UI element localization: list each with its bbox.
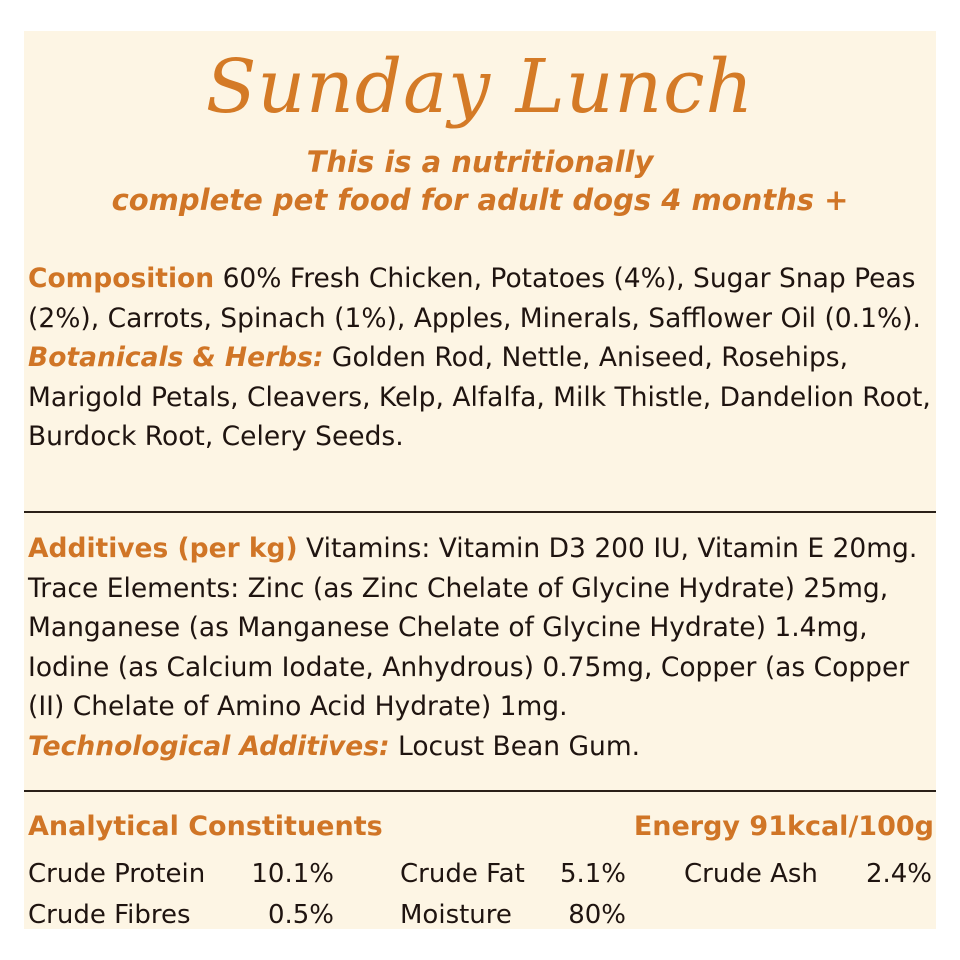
composition-section <box>28 259 932 457</box>
composition-text: 60% Fresh Chicken, Potatoes (4%), Sugar Snap Peas (2%), Carrots, Spinach (1%), Apples, Minerals, Safflower Oil (0.1%). <box>28 263 921 334</box>
subtitle-line-2: complete pet food for adult dogs 4 months + <box>111 183 849 217</box>
composition-heading: Composition <box>28 263 215 294</box>
constituent-label: Crude Fibres <box>28 900 191 930</box>
constituent-label: Moisture <box>400 900 512 930</box>
section-divider <box>24 790 936 792</box>
additives-text: Vitamins: Vitamin D3 200 IU, Vitamin E 20mg. Trace Elements: Zinc (as Zinc Chelate of Glycine Hydrate) 25mg, Manganese (as Manganese Chelate of Glycine Hydrate) 1.4mg, Iodine (as Calcium Iodate, Anhydrous) 0.75mg, Copper (as Copper (II) Chelate of Amino Acid Hydrate) 1mg. <box>28 533 918 722</box>
constituent-value: 10.1% <box>251 859 334 889</box>
botanicals-text: Golden Rod, Nettle, Aniseed, Rosehips, Marigold Petals, Cleavers, Kelp, Alfalfa, Milk Thistle, Dandelion Root, Burdock Root, Celery Seeds. <box>28 342 931 452</box>
constituent-value: 80% <box>568 900 626 930</box>
constituent-value: 5.1% <box>559 859 626 889</box>
botanicals-heading: Botanicals & Herbs: <box>28 342 324 373</box>
energy-value: Energy 91kcal/100g <box>633 811 934 842</box>
subtitle-line-1: This is a nutritionally <box>306 145 654 179</box>
tech-additives-heading: Technological Additives: <box>28 730 390 762</box>
constituent-label: Crude Ash <box>684 859 818 889</box>
additives-heading: Additives (per kg) <box>28 533 298 564</box>
constituent-value: 2.4% <box>865 859 932 889</box>
tech-additives-text: Locust Bean Gum. <box>398 730 641 762</box>
botanicals-paragraph <box>28 338 932 457</box>
composition-paragraph <box>28 259 932 338</box>
section-divider <box>24 511 936 513</box>
additives-section <box>28 529 932 766</box>
product-subtitle <box>24 143 936 219</box>
analytical-heading: Analytical Constituents <box>28 811 383 842</box>
label-panel <box>24 31 936 929</box>
additives-paragraph <box>28 529 932 727</box>
tech-additives-paragraph <box>28 727 932 767</box>
constituent-value: 0.5% <box>267 900 334 930</box>
product-title: Sunday Lunch <box>205 44 755 130</box>
constituent-label: Crude Fat <box>400 859 525 889</box>
constituent-label: Crude Protein <box>28 859 206 889</box>
